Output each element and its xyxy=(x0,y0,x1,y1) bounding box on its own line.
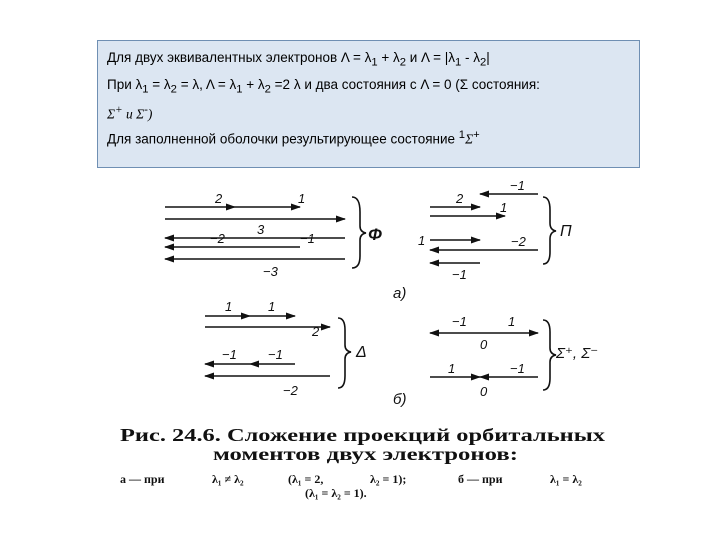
label-minus-1: −1 xyxy=(510,178,525,193)
subfigure-b-label: б) xyxy=(393,391,407,408)
sigma-symbol: Σ xyxy=(107,106,116,122)
subscript: 1 xyxy=(236,83,243,96)
caption-line-3-b: λ₁ ≠ λ₂ xyxy=(212,472,244,486)
caption-line-3-a: а — при xyxy=(120,472,165,486)
text-segment: При λ xyxy=(107,76,143,92)
brace xyxy=(338,318,351,388)
brace xyxy=(543,197,556,264)
pi-group xyxy=(430,194,556,264)
caption-line-4: (λ₁ = λ₂ = 1). xyxy=(305,486,367,500)
subfigure-a-label: а) xyxy=(393,285,407,302)
text-segment: = λ, Λ = λ xyxy=(176,76,237,92)
sigma-symbol: Σ xyxy=(136,106,145,122)
caption-line-2: моментов двух электронов: xyxy=(213,444,518,464)
subscript: 1 xyxy=(371,56,378,69)
text-segment: и Λ = |λ xyxy=(406,50,455,65)
label-minus-2: −2 xyxy=(283,383,298,398)
label-1: 1 xyxy=(225,299,233,314)
label-0: 0 xyxy=(480,384,488,399)
superscript: - xyxy=(144,104,148,117)
pi-label: Π xyxy=(560,223,572,240)
label-2: 2 xyxy=(456,191,464,206)
label-minus-1: −1 xyxy=(452,267,467,282)
superscript: + xyxy=(115,104,123,117)
label-minus-1: −1 xyxy=(510,361,525,376)
label-1: 1 xyxy=(500,200,508,215)
subscript: 1 xyxy=(142,83,149,96)
label-1: 1 xyxy=(418,233,426,248)
brace xyxy=(543,320,556,390)
label-minus-2: −2 xyxy=(210,231,225,246)
text-segment: | xyxy=(486,50,490,65)
label-2: 2 xyxy=(312,324,320,339)
text-segment: =2 λ и два состояния с Λ = 0 (Σ состояния: xyxy=(270,76,540,92)
brace xyxy=(352,197,366,268)
caption-line-3-c: (λ₁ = 2, xyxy=(288,472,324,486)
text-segment: + λ xyxy=(242,76,265,92)
label-1: 1 xyxy=(268,299,276,314)
label-minus-1: −1 xyxy=(300,231,315,246)
label-1: 1 xyxy=(508,314,516,329)
label-1: 1 xyxy=(448,361,456,376)
delta-label: Δ xyxy=(356,344,367,361)
text-segment: ) xyxy=(147,106,153,122)
label-minus-1: −1 xyxy=(452,314,467,329)
label-3: 3 xyxy=(257,222,265,237)
label-1: 1 xyxy=(298,191,306,206)
phi-label: Φ xyxy=(368,225,382,244)
subscript: 2 xyxy=(264,83,271,96)
sigma-symbol: Σ xyxy=(465,131,474,147)
superscript: 1 xyxy=(458,128,466,141)
label-2: 2 xyxy=(215,191,223,206)
caption-line-3-f: λ₁ = λ₂ xyxy=(550,472,582,486)
superscript: + xyxy=(473,128,480,141)
label-minus-1: −1 xyxy=(268,347,283,362)
figure-caption xyxy=(120,425,605,500)
label-minus-2: −2 xyxy=(511,234,526,249)
caption-line-3-e: б — при xyxy=(458,472,503,486)
text-segment: и xyxy=(122,106,137,122)
sigma-group xyxy=(430,320,556,390)
subscript: 2 xyxy=(480,56,487,69)
label-minus-3: −3 xyxy=(263,264,278,279)
phi-group xyxy=(165,197,366,268)
subscript: 2 xyxy=(399,56,407,69)
text-segment: Для двух эквивалентных электронов Λ = λ xyxy=(107,50,372,65)
subscript: 2 xyxy=(170,83,177,96)
label-minus-1: −1 xyxy=(222,347,237,362)
label-0: 0 xyxy=(480,337,488,352)
text-segment: Для заполненной оболочки результирующее состояние xyxy=(107,131,459,147)
caption-line-1: Рис. 24.6. Сложение проекций орбитальных xyxy=(120,425,605,445)
caption-line-3-d: λ₂ = 1); xyxy=(370,472,407,486)
text-segment: + λ xyxy=(377,50,400,65)
text-segment: = λ xyxy=(148,76,171,92)
text-segment: - λ xyxy=(461,50,480,65)
subscript: 1 xyxy=(454,56,462,69)
sigma-label: Σ⁺, Σ⁻ xyxy=(556,345,599,362)
